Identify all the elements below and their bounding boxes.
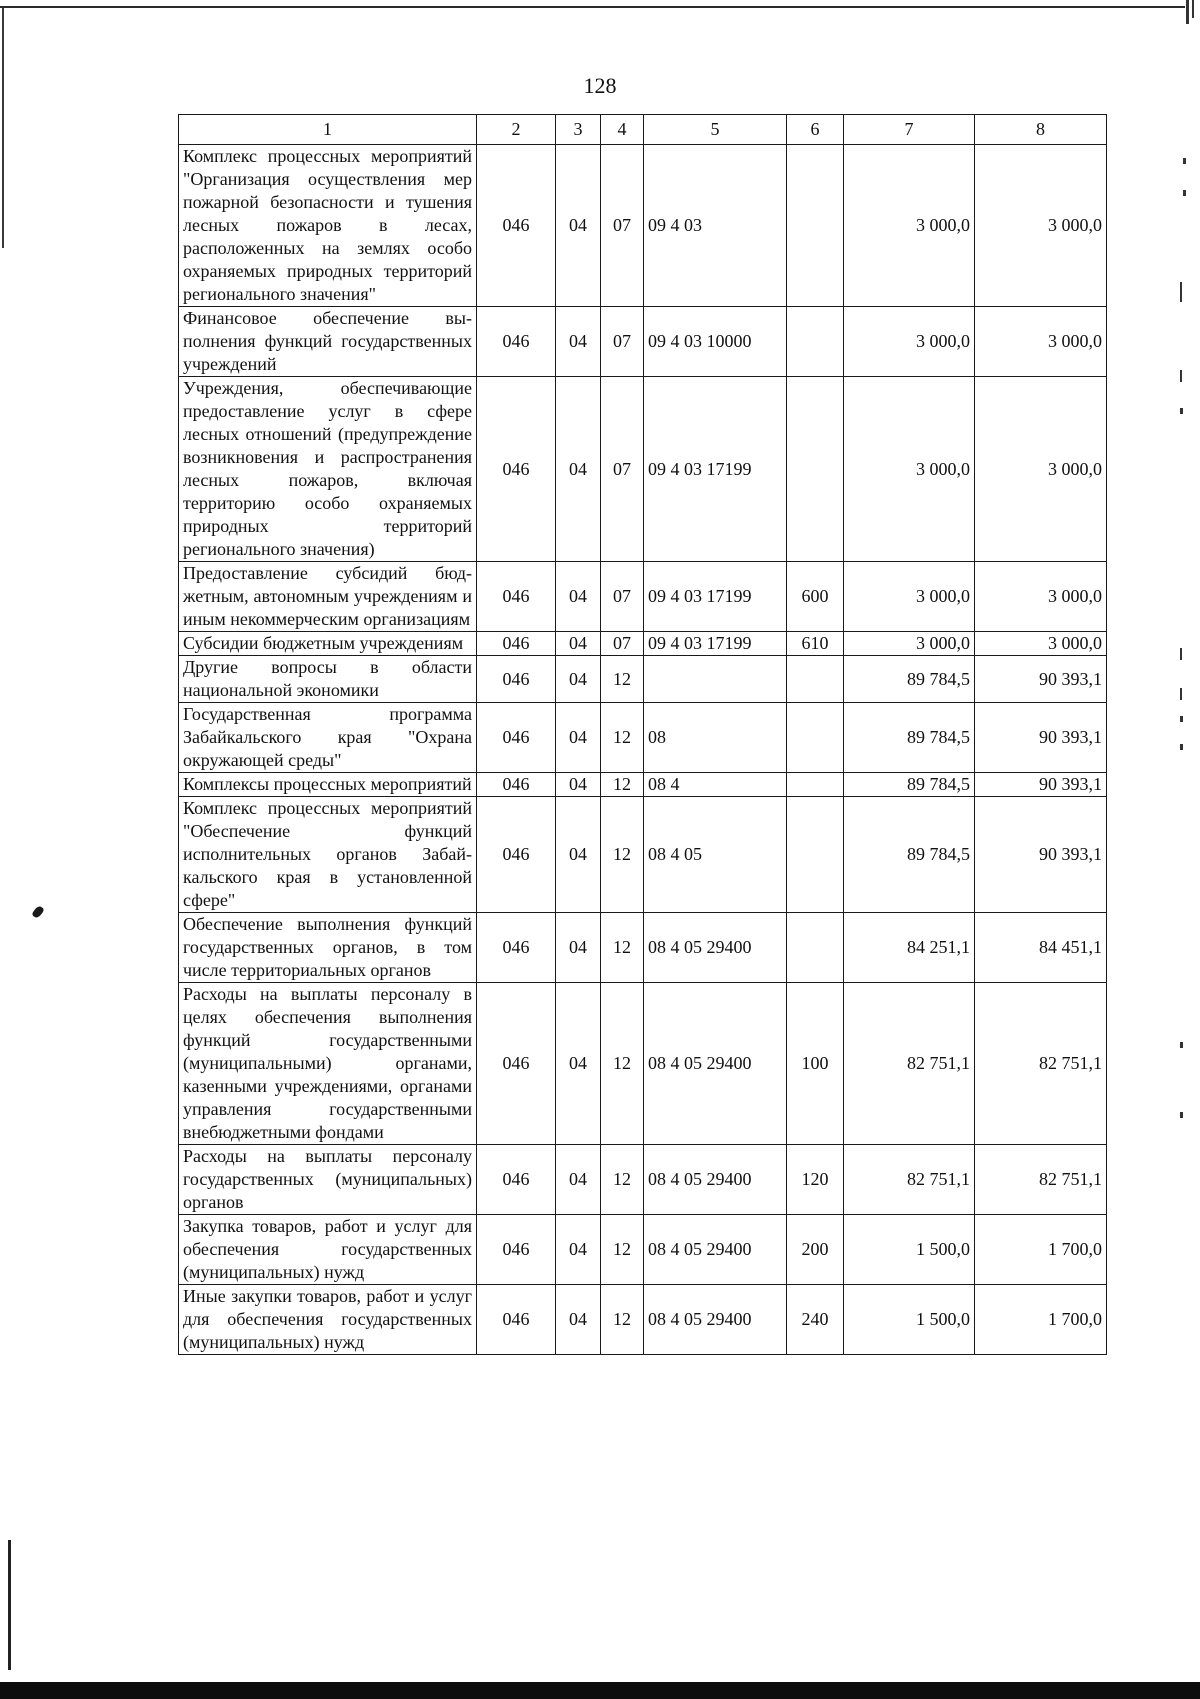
table-row bbox=[179, 1285, 1107, 1355]
cell-target-article: 08 bbox=[644, 703, 787, 773]
cell-target-article: 08 4 05 bbox=[644, 797, 787, 913]
header-row bbox=[179, 115, 1107, 145]
cell-amount-col7: 89 784,5 bbox=[844, 703, 975, 773]
cell-amount-col7: 1 500,0 bbox=[844, 1215, 975, 1285]
cell-amount-col7: 84 251,1 bbox=[844, 913, 975, 983]
cell-code-admin: 046 bbox=[477, 1215, 556, 1285]
table-row bbox=[179, 632, 1107, 656]
scan-speck bbox=[1180, 408, 1183, 414]
cell-amount-col8: 82 751,1 bbox=[975, 983, 1107, 1145]
column-header: 6 bbox=[787, 115, 844, 145]
table-body bbox=[179, 145, 1107, 1355]
scan-speck bbox=[1180, 1042, 1183, 1048]
cell-subsection: 07 bbox=[601, 307, 644, 377]
cell-target-article: 09 4 03 17199 bbox=[644, 377, 787, 562]
cell-amount-col8: 3 000,0 bbox=[975, 377, 1107, 562]
budget-table bbox=[178, 114, 1107, 1355]
cell-code-admin: 046 bbox=[477, 1285, 556, 1355]
cell-section: 04 bbox=[556, 632, 601, 656]
table-row bbox=[179, 797, 1107, 913]
cell-code-admin: 046 bbox=[477, 983, 556, 1145]
cell-subsection: 12 bbox=[601, 913, 644, 983]
cell-target-article: 09 4 03 10000 bbox=[644, 307, 787, 377]
cell-amount-col8: 90 393,1 bbox=[975, 656, 1107, 703]
cell-amount-col8: 3 000,0 bbox=[975, 562, 1107, 632]
cell-expense-type bbox=[787, 773, 844, 797]
cell-section: 04 bbox=[556, 307, 601, 377]
cell-expense-type bbox=[787, 307, 844, 377]
cell-code-admin: 046 bbox=[477, 797, 556, 913]
cell-amount-col8: 3 000,0 bbox=[975, 145, 1107, 307]
cell-expense-type: 610 bbox=[787, 632, 844, 656]
scan-mark-right-2 bbox=[1192, 0, 1194, 18]
column-header: 7 bbox=[844, 115, 975, 145]
scan-speck bbox=[1180, 648, 1182, 660]
cell-amount-col7: 89 784,5 bbox=[844, 656, 975, 703]
cell-amount-col8: 90 393,1 bbox=[975, 797, 1107, 913]
scan-speck bbox=[1180, 282, 1182, 302]
cell-subsection: 12 bbox=[601, 703, 644, 773]
scan-border-bottom bbox=[0, 1682, 1200, 1699]
cell-subsection: 07 bbox=[601, 562, 644, 632]
cell-amount-col8: 3 000,0 bbox=[975, 632, 1107, 656]
cell-target-article: 09 4 03 17199 bbox=[644, 632, 787, 656]
cell-name: Иные закупки товаров, работ и услуг для обеспечения государственных (муниципальных) нужд bbox=[179, 1285, 477, 1355]
cell-name: Субсидии бюджетным учреждениям bbox=[179, 632, 477, 656]
cell-amount-col7: 3 000,0 bbox=[844, 562, 975, 632]
cell-amount-col7: 82 751,1 bbox=[844, 983, 975, 1145]
cell-expense-type bbox=[787, 913, 844, 983]
column-header: 4 bbox=[601, 115, 644, 145]
cell-subsection: 07 bbox=[601, 377, 644, 562]
cell-expense-type: 120 bbox=[787, 1145, 844, 1215]
cell-subsection: 12 bbox=[601, 983, 644, 1145]
cell-section: 04 bbox=[556, 913, 601, 983]
table-row bbox=[179, 377, 1107, 562]
scan-speck bbox=[1180, 370, 1182, 382]
cell-name: Предоставление субсидий бюджетным, автономным учреждениям и иным некоммерческим организациям bbox=[179, 562, 477, 632]
table-row bbox=[179, 656, 1107, 703]
cell-subsection: 07 bbox=[601, 145, 644, 307]
cell-target-article: 09 4 03 bbox=[644, 145, 787, 307]
column-header: 8 bbox=[975, 115, 1107, 145]
column-header: 1 bbox=[179, 115, 477, 145]
cell-amount-col7: 89 784,5 bbox=[844, 797, 975, 913]
cell-section: 04 bbox=[556, 1285, 601, 1355]
cell-name: Расходы на выплаты персоналу в целях обеспечения выполнения функций государственными (муниципальными) органами, казенными учреждениями, органами управления государственными внебюджетными фондами bbox=[179, 983, 477, 1145]
cell-target-article: 08 4 05 29400 bbox=[644, 1215, 787, 1285]
scan-speck bbox=[1180, 688, 1182, 700]
cell-amount-col8: 3 000,0 bbox=[975, 307, 1107, 377]
cell-expense-type bbox=[787, 797, 844, 913]
cell-section: 04 bbox=[556, 562, 601, 632]
cell-section: 04 bbox=[556, 773, 601, 797]
cell-expense-type: 600 bbox=[787, 562, 844, 632]
cell-amount-col8: 1 700,0 bbox=[975, 1285, 1107, 1355]
cell-subsection: 07 bbox=[601, 632, 644, 656]
cell-amount-col8: 82 751,1 bbox=[975, 1145, 1107, 1215]
cell-target-article: 08 4 bbox=[644, 773, 787, 797]
cell-amount-col7: 1 500,0 bbox=[844, 1285, 975, 1355]
cell-code-admin: 046 bbox=[477, 913, 556, 983]
cell-subsection: 12 bbox=[601, 797, 644, 913]
table-row bbox=[179, 562, 1107, 632]
cell-target-article: 08 4 05 29400 bbox=[644, 1285, 787, 1355]
cell-name: Обеспечение выполнения функций государственных органов, в том числе территориальных органов bbox=[179, 913, 477, 983]
page-number: 128 bbox=[583, 73, 617, 98]
cell-expense-type: 200 bbox=[787, 1215, 844, 1285]
cell-code-admin: 046 bbox=[477, 632, 556, 656]
scan-speck bbox=[1180, 716, 1183, 722]
cell-code-admin: 046 bbox=[477, 773, 556, 797]
cell-subsection: 12 bbox=[601, 656, 644, 703]
cell-subsection: 12 bbox=[601, 773, 644, 797]
cell-code-admin: 046 bbox=[477, 562, 556, 632]
table-row bbox=[179, 307, 1107, 377]
scan-border-top bbox=[0, 6, 1185, 8]
cell-amount-col7: 3 000,0 bbox=[844, 377, 975, 562]
cell-section: 04 bbox=[556, 983, 601, 1145]
column-header: 3 bbox=[556, 115, 601, 145]
table-row bbox=[179, 1145, 1107, 1215]
cell-expense-type: 240 bbox=[787, 1285, 844, 1355]
cell-expense-type: 100 bbox=[787, 983, 844, 1145]
cell-subsection: 12 bbox=[601, 1145, 644, 1215]
cell-name: Закупка товаров, работ и услуг для обеспечения государственных (муниципальных) нужд bbox=[179, 1215, 477, 1285]
scan-border-left bbox=[2, 8, 4, 248]
ink-blot bbox=[31, 905, 44, 919]
cell-name: Финансовое обеспечение выполнения функций государственных учреждений bbox=[179, 307, 477, 377]
cell-code-admin: 046 bbox=[477, 377, 556, 562]
cell-target-article bbox=[644, 656, 787, 703]
cell-section: 04 bbox=[556, 703, 601, 773]
table-row bbox=[179, 983, 1107, 1145]
scan-speck bbox=[1183, 190, 1186, 196]
cell-section: 04 bbox=[556, 1215, 601, 1285]
cell-code-admin: 046 bbox=[477, 656, 556, 703]
cell-expense-type bbox=[787, 145, 844, 307]
cell-name: Другие вопросы в области национальной экономики bbox=[179, 656, 477, 703]
cell-code-admin: 046 bbox=[477, 307, 556, 377]
table-row bbox=[179, 1215, 1107, 1285]
cell-expense-type bbox=[787, 656, 844, 703]
cell-section: 04 bbox=[556, 1145, 601, 1215]
scan-border-left-lower bbox=[8, 1540, 11, 1670]
cell-target-article: 08 4 05 29400 bbox=[644, 1145, 787, 1215]
table-row bbox=[179, 913, 1107, 983]
scan-speck bbox=[1183, 158, 1186, 164]
cell-section: 04 bbox=[556, 656, 601, 703]
cell-amount-col8: 90 393,1 bbox=[975, 773, 1107, 797]
table-row bbox=[179, 773, 1107, 797]
cell-amount-col7: 89 784,5 bbox=[844, 773, 975, 797]
column-header: 2 bbox=[477, 115, 556, 145]
cell-name: Комплекс процессных мероприятий "Обеспечение функций исполнительных органов Забайкальского края в установленной сфере" bbox=[179, 797, 477, 913]
cell-amount-col7: 3 000,0 bbox=[844, 307, 975, 377]
scan-speck bbox=[1180, 1112, 1183, 1118]
cell-amount-col8: 90 393,1 bbox=[975, 703, 1107, 773]
cell-name: Комплекс процессных мероприятий "Организация осуществления мер пожарной безопасности и тушения лесных пожаров в лесах, расположенных на землях особо охраняемых природных территорий регионального значения" bbox=[179, 145, 477, 307]
cell-expense-type bbox=[787, 377, 844, 562]
cell-subsection: 12 bbox=[601, 1215, 644, 1285]
table-row bbox=[179, 145, 1107, 307]
cell-expense-type bbox=[787, 703, 844, 773]
cell-target-article: 08 4 05 29400 bbox=[644, 913, 787, 983]
column-header: 5 bbox=[644, 115, 787, 145]
cell-amount-col8: 84 451,1 bbox=[975, 913, 1107, 983]
cell-name: Учреждения, обеспечивающие предоставление услуг в сфере лесных отношений (предупреждение возникновения и распространения лесных пожаров, включая территорию особо охраняемых природных территорий регионального значения) bbox=[179, 377, 477, 562]
cell-code-admin: 046 bbox=[477, 145, 556, 307]
scan-mark-right bbox=[1186, 0, 1189, 24]
cell-section: 04 bbox=[556, 797, 601, 913]
cell-subsection: 12 bbox=[601, 1285, 644, 1355]
cell-amount-col7: 3 000,0 bbox=[844, 145, 975, 307]
cell-target-article: 09 4 03 17199 bbox=[644, 562, 787, 632]
cell-amount-col8: 1 700,0 bbox=[975, 1215, 1107, 1285]
cell-section: 04 bbox=[556, 145, 601, 307]
table-row bbox=[179, 703, 1107, 773]
cell-name: Расходы на выплаты персоналу государственных (муниципальных) органов bbox=[179, 1145, 477, 1215]
scan-speck bbox=[1180, 744, 1183, 750]
cell-amount-col7: 3 000,0 bbox=[844, 632, 975, 656]
cell-code-admin: 046 bbox=[477, 703, 556, 773]
cell-target-article: 08 4 05 29400 bbox=[644, 983, 787, 1145]
cell-name: Комплексы процессных мероприятий bbox=[179, 773, 477, 797]
cell-name: Государственная программа Забайкальского края "Охрана окружающей среды" bbox=[179, 703, 477, 773]
cell-section: 04 bbox=[556, 377, 601, 562]
cell-code-admin: 046 bbox=[477, 1145, 556, 1215]
cell-amount-col7: 82 751,1 bbox=[844, 1145, 975, 1215]
